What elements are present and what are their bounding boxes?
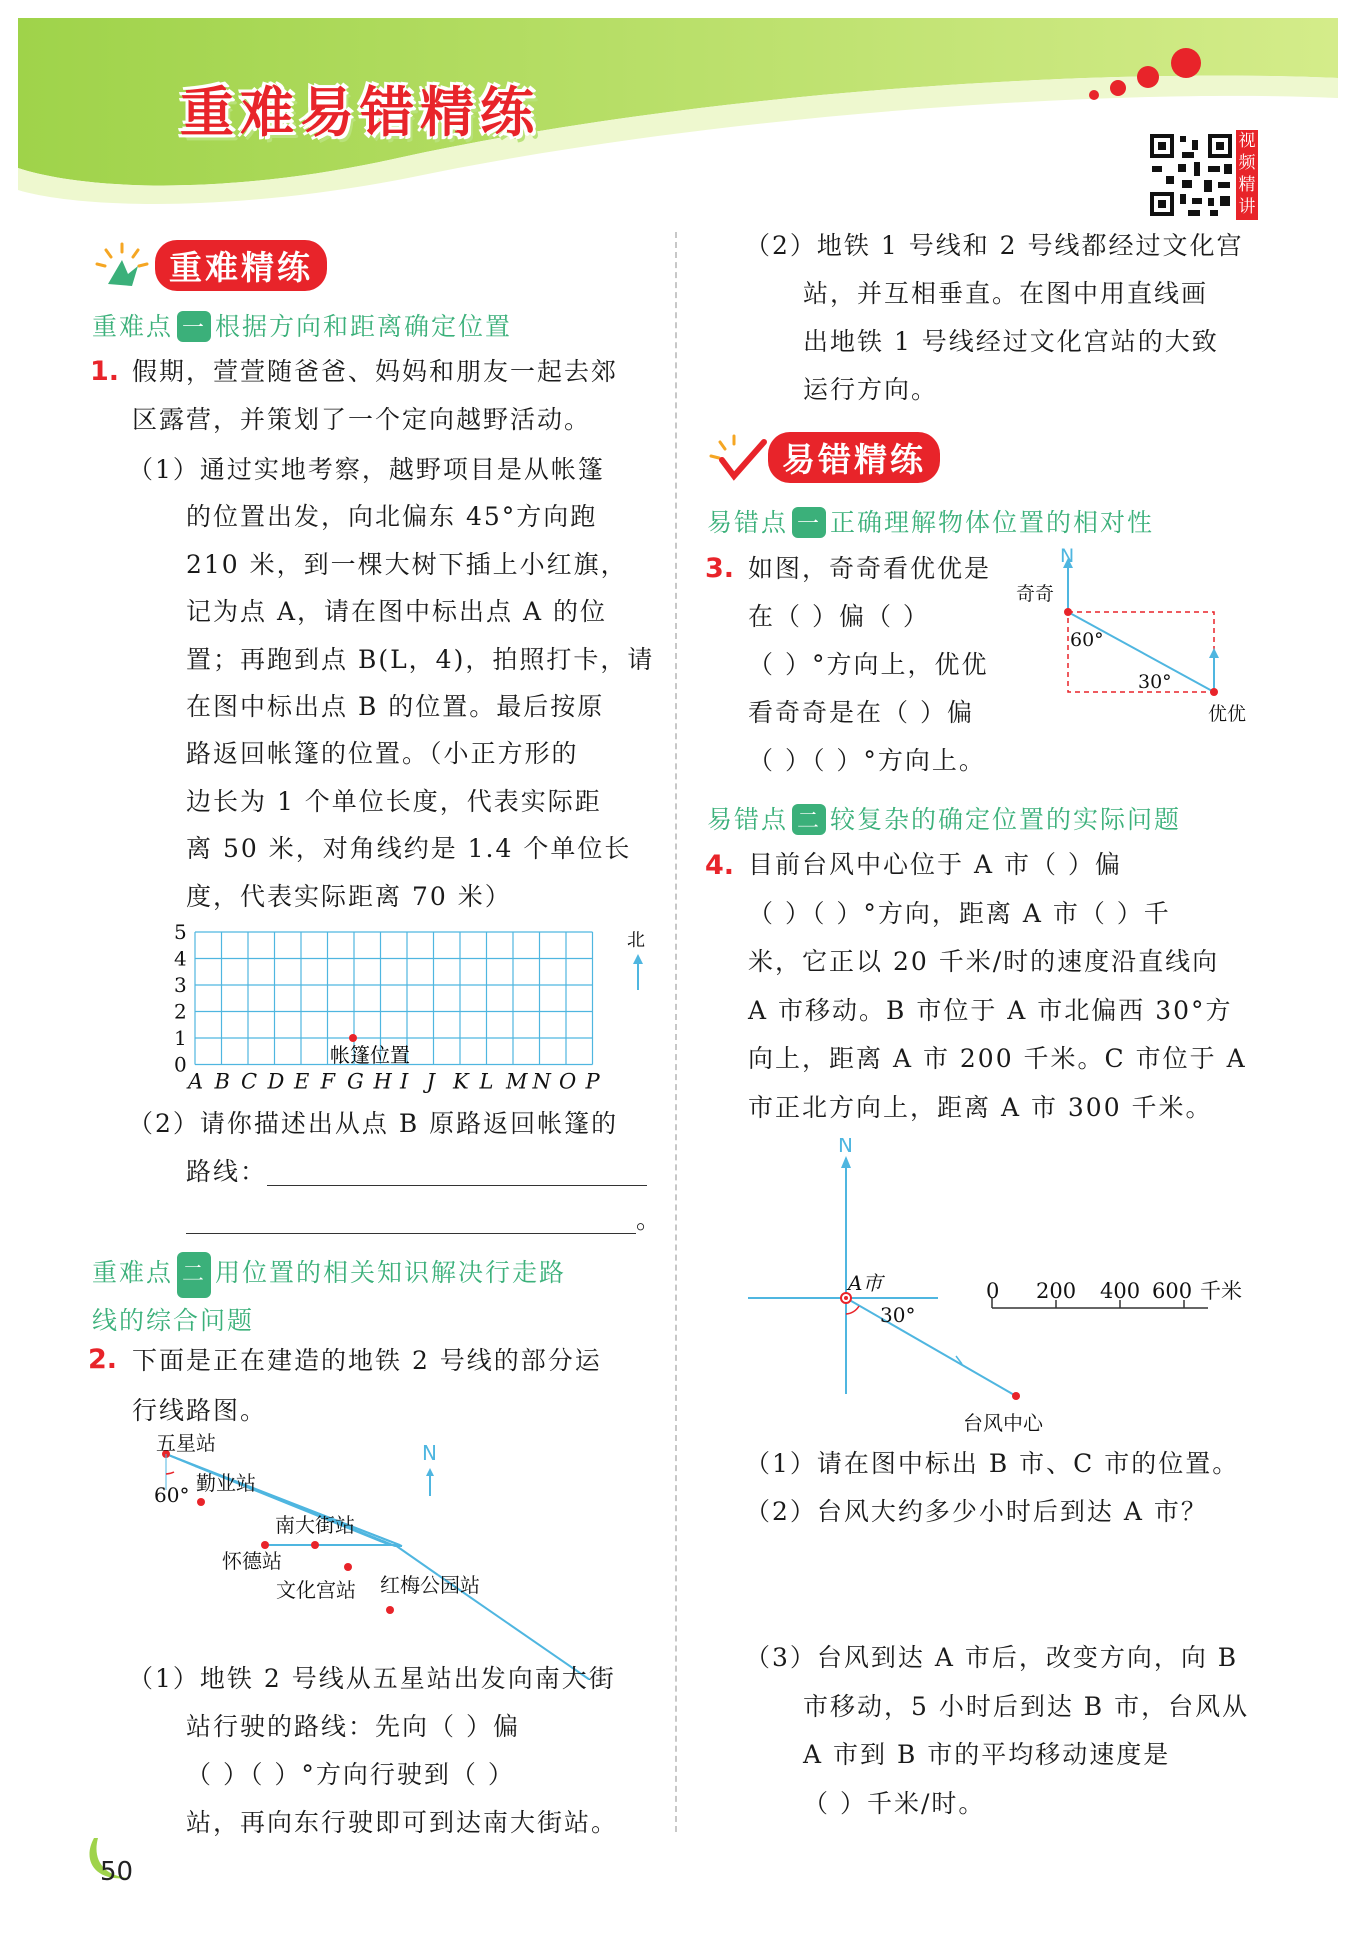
scale-0: 0 [986,1279,1000,1303]
text-line: 行线路图。 [132,1396,268,1425]
x-tick-label: O [559,1069,577,1094]
x-tick-label: B [214,1069,230,1094]
q1-intro [132,348,618,444]
scale-400: 400 [1100,1279,1141,1303]
key-point-badge: 二 [792,804,826,835]
text-line: 看奇奇是在（ ）偏 [748,698,974,727]
text-line: 站，再向东行驶即可到达南大街站。 [186,1808,619,1837]
y-tick-label: 3 [174,973,187,997]
key-point-badge: 一 [177,311,211,342]
text-line: （ ）（ ）°方向行驶到（ ） [186,1760,515,1789]
station-huaide [261,1541,269,1549]
x-tick-label: A [188,1069,204,1094]
text-line: （ ）千米/时。 [803,1788,986,1818]
text-line: 路线： [186,1157,268,1186]
x-tick-label: K [453,1069,469,1094]
key-point-prefix: 易错点 [707,805,789,834]
answer-line-2[interactable] [128,1196,663,1244]
text-line: 度，代表实际距离 70 米） [186,881,512,911]
error-point-2 [707,800,1181,836]
x-tick-label: G [347,1069,364,1094]
y-tick-label: 1 [174,1026,187,1050]
key-point-2 [92,1250,566,1344]
text-line: 如图，奇奇看优优是 [748,554,992,583]
text-line: （1）请在图中标出 B 市、C 市的位置。 [745,1449,1240,1478]
key-point-text: 用位置的相关知识解决行走路 [215,1258,567,1287]
station-nandajie [311,1541,319,1549]
x-tick-label: J [426,1069,435,1094]
q4-text [748,841,1247,1133]
text-line: 假期，萱萱随爸爸、妈妈和朋友一起去郊 [132,357,619,386]
scale-200: 200 [1036,1279,1077,1303]
x-tick-label: E [294,1069,310,1094]
x-tick-label: C [241,1069,258,1094]
text-line: （ ）°方向上，优优 [748,650,989,679]
label-wuxing: 五星站 [156,1431,216,1455]
text-line: 区露营，并策划了一个定向越野活动。 [132,405,592,434]
text-line: 的位置出发，向北偏东 45°方向跑 [186,502,598,532]
station-qinye [197,1498,205,1506]
key-point-prefix: 重难点 [92,1258,174,1287]
q4-parts-1-2 [745,1440,1239,1536]
page-number: 50 [100,1857,134,1887]
angle-label: 60° [154,1483,190,1507]
typhoon-label: 台风中心 [963,1411,1043,1435]
text-line: 市正北方向上，距离 A 市 300 千米。 [748,1092,1213,1122]
north-label: N [1060,548,1075,567]
key-point-text: 正确理解物体位置的相对性 [830,508,1155,537]
text-line: 米，它正以 20 千米/时的速度沿直线向 [748,947,1220,977]
angle-30-label: 30° [1138,671,1172,693]
x-tick-label: F [320,1069,336,1094]
question-number: 1. [90,356,120,387]
x-tick-label: D [267,1069,285,1094]
check-burst-icon [708,432,768,482]
key-point-badge: 一 [792,507,826,538]
x-tick-label: H [373,1069,392,1094]
text-line: 运行方向。 [803,375,939,404]
key-point-text: 线的综合问题 [92,1306,255,1335]
qiqi-point [1064,608,1072,616]
key-point-1 [92,307,512,343]
question-number: 3. [705,553,735,584]
key-point-prefix: 易错点 [707,508,789,537]
text-line: （ ）（ ）°方向，距离 A 市（ ）千 [748,898,1171,928]
q1-part2 [128,1100,663,1244]
angle-60-label: 60° [1070,629,1104,651]
scale-unit: 千米 [1200,1279,1242,1303]
text-line: A 市到 B 市的平均移动速度是 [803,1740,1171,1769]
tent-label: 帐篷位置 [330,1043,410,1067]
text-line: 下面是正在建造的地铁 2 号线的部分运 [132,1346,602,1375]
youyou-label: 优优 [1208,703,1247,725]
station-wenhuagong [344,1563,352,1571]
error-point-1 [707,503,1154,539]
y-tick-label: 5 [174,920,187,944]
north-label: N [838,1138,853,1157]
x-tick-label: I [400,1069,409,1094]
q2-part2 [745,222,1244,414]
q1-part1 [128,446,654,920]
q4-part3 [745,1634,1249,1828]
subway-map[interactable] [150,1430,630,1680]
label-qinye: 勤业站 [196,1471,256,1495]
text-line: 站，并互相垂直。在图中用直线画 [803,279,1209,308]
coordinate-grid[interactable] [170,918,660,1100]
north-arrowhead [633,954,643,964]
text-line: 边长为 1 个单位长度，代表实际距 [186,786,602,816]
text-line: 210 米，到一棵大树下插上小红旗， [186,549,628,579]
answer-line-1[interactable] [128,1148,663,1196]
text-line: 在图中标出点 B 的位置。最后按原 [186,692,605,722]
scale-600: 600 [1152,1279,1193,1303]
key-point-prefix: 重难点 [92,312,174,341]
y-tick-label: 0 [174,1052,187,1077]
label-hongmei: 红梅公园站 [380,1573,480,1597]
city-a-label: A市 [848,1271,883,1295]
q2-intro [132,1336,602,1436]
text-line: 出地铁 1 号线经过文化宫站的大致 [803,327,1219,356]
x-tick-label: N [532,1069,551,1094]
position-diagram[interactable] [1010,548,1270,728]
question-number: 4. [705,850,735,881]
text-line: （1）通过实地考察，越野项目是从帐篷 [128,455,605,484]
y-tick-label: 4 [174,946,187,971]
y-tick-label: 2 [174,999,187,1024]
youyou-point [1210,688,1218,696]
station-hongmei [386,1606,394,1614]
burst-icon [92,240,152,290]
text-line: （2）台风大约多少小时后到达 A 市？ [745,1497,1208,1526]
period-mark: 。 [636,1205,664,1234]
text-line: （2）地铁 1 号线和 2 号线都经过文化宫 [745,231,1244,260]
text-line: （2）请你描述出从点 B 原路返回帐篷的 [128,1109,619,1138]
label-nandajie: 南大街站 [275,1513,355,1537]
text-line: 在（ ）偏（ ） [748,602,930,631]
qr-code-icon[interactable] [1148,132,1234,218]
typhoon-path [846,1298,1016,1396]
section-title-difficult: 重难精练 [155,240,327,291]
typhoon-diagram[interactable] [748,1138,1268,1438]
key-point-text: 根据方向和距离确定位置 [215,312,513,341]
text-line: 市移动，5 小时后到达 B 市，台风从 [803,1691,1250,1721]
north-label: 北 [627,930,645,951]
text-line: 目前台风中心位于 A 市（ ）偏 [748,850,1122,879]
key-point-text: 较复杂的确定位置的实际问题 [830,805,1182,834]
text-line: 离 50 米，对角线约是 1.4 个单位长 [186,834,632,864]
x-tick-label: P [585,1069,600,1094]
angle-label: 30° [880,1303,916,1327]
key-point-badge: 二 [177,1252,211,1298]
x-tick-label: L [479,1069,494,1094]
text-line: （ ）（ ）°方向上。 [748,746,986,775]
label-wenhuagong: 文化宫站 [276,1578,356,1602]
label-huaide: 怀德站 [222,1549,282,1573]
text-line: 路返回帐篷的位置。（小正方形的 [186,739,579,769]
text-line: 向上，距离 A 市 200 千米。C 市位于 A [748,1044,1247,1074]
page-title: 重难易错精练 [180,81,540,144]
tent-point [349,1034,357,1042]
typhoon-center-point [1012,1392,1020,1400]
text-line: 置；再跑到点 B(L，4)，拍照打卡，请 [186,644,655,674]
text-line: 记为点 A，请在图中标出点 A 的位 [186,597,607,627]
text-line: 站行驶的路线：先向（ ）偏 [186,1712,520,1741]
q3-text [748,545,991,785]
x-tick-label: M [506,1069,528,1094]
north-label: N [422,1441,437,1465]
q2-part1 [128,1655,618,1847]
scale-bar [986,1279,1242,1308]
text-line: A 市移动。B 市位于 A 市北偏西 30°方 [748,995,1233,1025]
section-title-error: 易错精练 [768,432,940,483]
text-line: （1）地铁 2 号线从五星站出发向南大街 [128,1664,616,1693]
question-number: 2. [88,1344,118,1375]
column-divider [675,232,677,1832]
video-label: 视频精讲 [1236,130,1258,220]
qiqi-label: 奇奇 [1016,583,1055,605]
text-line: （3）台风到达 A 市后，改变方向，向 B [745,1643,1239,1672]
